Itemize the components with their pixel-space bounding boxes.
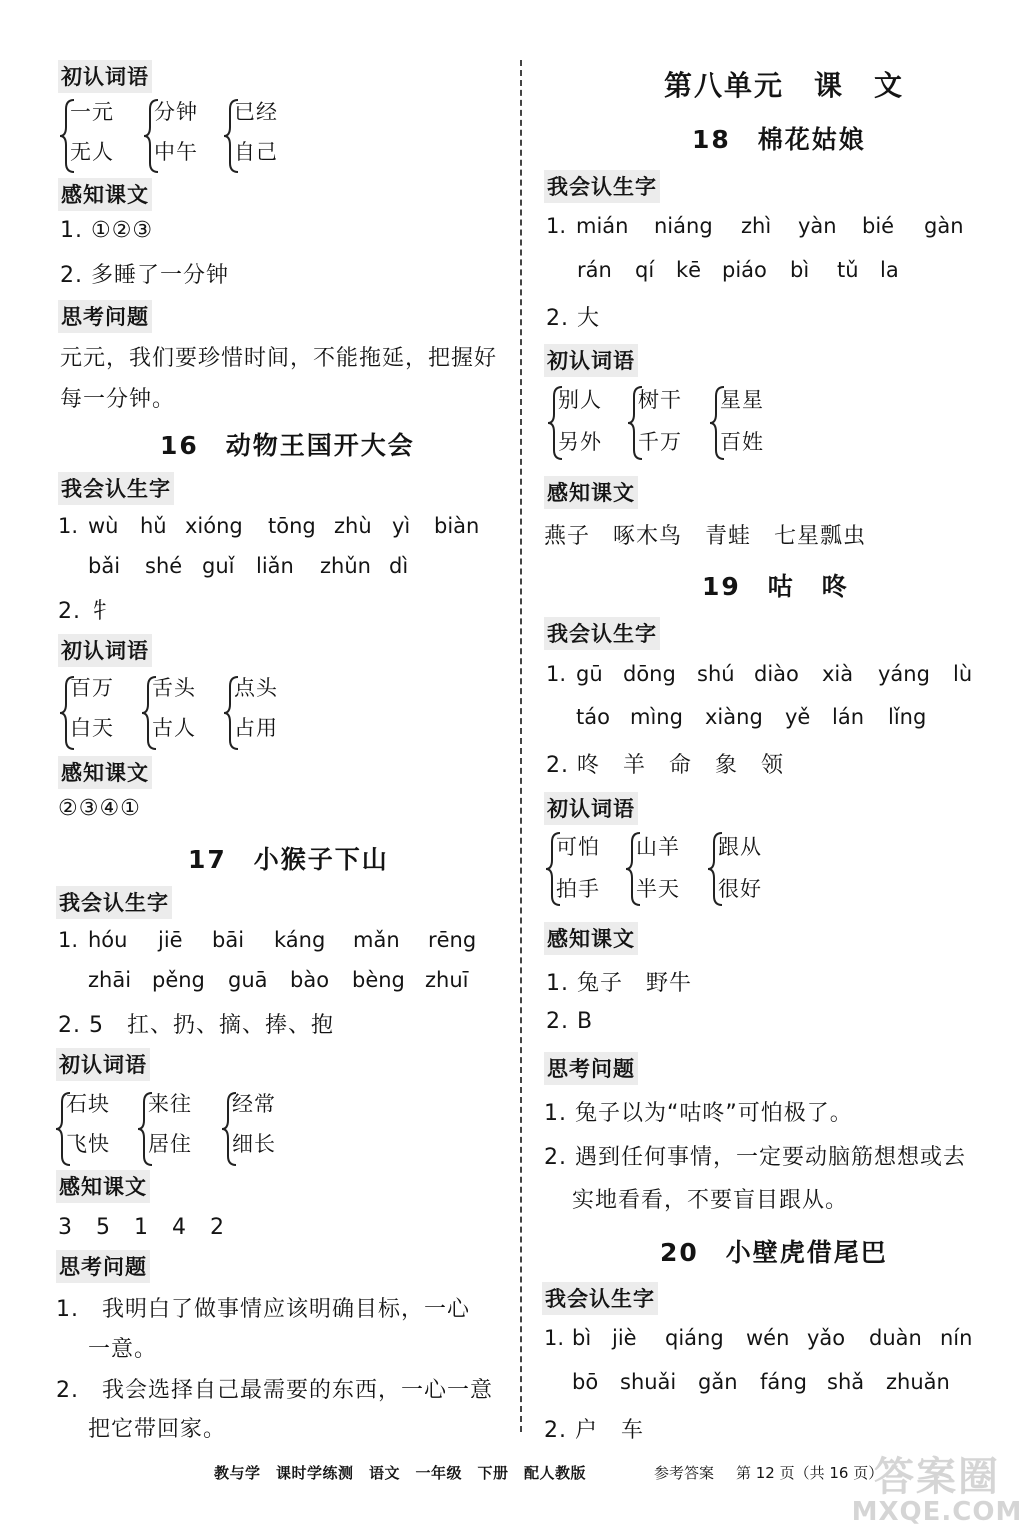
pinyin: táo (576, 705, 610, 729)
section-heading: 感知课文 (544, 476, 638, 509)
word: 舌头 (152, 676, 196, 700)
page-number: 第 12 页（共 16 页） (736, 1464, 884, 1482)
pinyin: bèng (352, 968, 405, 992)
section-heading: 感知课文 (56, 1170, 150, 1203)
pinyin: jiè (612, 1326, 637, 1350)
pinyin: shé (145, 554, 183, 578)
answer-line: 2. 咚 羊 命 象 领 (546, 753, 784, 778)
pinyin: rán (577, 258, 612, 282)
answer-line: 2. 户 车 (544, 1418, 644, 1443)
answer-line: 2. B (546, 1009, 594, 1034)
lesson-title: 19 咕 咚 (702, 572, 849, 601)
word: 跟从 (718, 835, 762, 859)
answer-line: ②③④① (58, 796, 141, 821)
word: 半天 (636, 877, 680, 901)
item-number: 1. (58, 928, 79, 952)
answer-line: 1. 我明白了做事情应该明确目标，一心 (56, 1297, 470, 1322)
pinyin: nín (940, 1326, 973, 1350)
word: 百姓 (720, 430, 764, 454)
pinyin: yě (785, 705, 811, 729)
pinyin: lǐng (888, 705, 927, 729)
pinyin: tōng (268, 514, 316, 538)
word: 占用 (234, 716, 278, 740)
word: 点头 (234, 676, 278, 700)
word: 山羊 (636, 835, 680, 859)
pinyin: xiàng (705, 705, 763, 729)
section-heading: 初认词语 (56, 1048, 150, 1081)
word: 分钟 (154, 100, 198, 124)
pinyin: bì (790, 258, 810, 282)
section-heading: 初认词语 (58, 634, 152, 667)
pinyin: mián (576, 214, 629, 238)
lesson-title: 17 小猴子下山 (188, 845, 389, 874)
watermark-domain: MXQE.COM (851, 1497, 1023, 1527)
answer-line: 燕子 啄木鸟 青蛙 七星瓢虫 (544, 524, 867, 549)
answer-line: 实地看看，不要盲目跟从。 (572, 1188, 849, 1213)
answer-line: 2. 5 扛、扔、摘、捧、抱 (58, 1013, 334, 1038)
answer-line: 2. 我会选择自己最需要的东西，一心一意 (56, 1378, 493, 1403)
word: 经常 (232, 1092, 276, 1116)
pinyin: diào (754, 662, 799, 686)
pinyin: yàn (798, 214, 837, 238)
word: 另外 (558, 430, 602, 454)
pinyin: biàn (434, 514, 480, 538)
pinyin: hóu (88, 928, 128, 952)
pinyin: wù (88, 514, 119, 538)
word: 别人 (558, 388, 602, 412)
pinyin: xià (822, 662, 854, 686)
pinyin: dì (389, 554, 409, 578)
pinyin: bào (290, 968, 330, 992)
answer-line: 3 5 1 4 2 (58, 1215, 225, 1240)
pinyin: qí (635, 258, 655, 282)
section-heading: 感知课文 (58, 756, 152, 789)
pinyin: dōng (623, 662, 676, 686)
pinyin: xióng (185, 514, 243, 538)
section-heading: 初认词语 (544, 792, 638, 825)
answer-line: 2. 遇到任何事情，一定要动脑筋想想或去 (544, 1145, 966, 1170)
pinyin: lù (953, 662, 973, 686)
pinyin: lán (832, 705, 865, 729)
pinyin: gǎn (698, 1370, 738, 1394)
section-heading: 我会认生字 (56, 886, 172, 919)
section-heading: 初认词语 (544, 344, 638, 377)
section-heading: 感知课文 (58, 178, 152, 211)
word: 已经 (234, 100, 278, 124)
pinyin: rēng (428, 928, 477, 952)
word: 白天 (70, 716, 114, 740)
answer-line: 1. ①②③ (60, 218, 154, 243)
pinyin: zhì (741, 214, 772, 238)
lesson-title: 20 小壁虎借尾巴 (660, 1238, 888, 1267)
pinyin: kē (676, 258, 702, 282)
word: 自己 (234, 140, 278, 164)
item-number: 1. (544, 1326, 565, 1350)
section-heading: 感知课文 (544, 922, 638, 955)
answer-line: 1. 兔子以为“咕咚”可怕极了。 (544, 1101, 853, 1126)
pinyin: zhuǎn (886, 1370, 950, 1394)
answer-line: 2. 牜 (58, 599, 112, 624)
pinyin: shuǎi (620, 1370, 677, 1394)
pinyin: zhāi (88, 968, 132, 992)
pinyin: piáo (722, 258, 767, 282)
pinyin: mìng (630, 705, 683, 729)
pinyin: wén (746, 1326, 790, 1350)
column-divider (520, 60, 522, 1432)
pinyin: yáng (878, 662, 930, 686)
pinyin: mǎn (353, 928, 400, 952)
item-number: 1. (546, 662, 567, 686)
pinyin: qiáng (665, 1326, 724, 1350)
pinyin: shǎ (827, 1370, 865, 1394)
section-heading: 初认词语 (58, 60, 152, 93)
answer-line: 2. 大 (546, 306, 600, 331)
pinyin: niáng (654, 214, 713, 238)
pinyin: bié (862, 214, 895, 238)
pinyin: tǔ (837, 258, 859, 282)
pinyin: zhù (334, 514, 372, 538)
answer-line: 一意。 (88, 1337, 158, 1362)
pinyin: zhuī (425, 968, 469, 992)
pinyin: la (880, 258, 899, 282)
word: 树干 (638, 388, 682, 412)
answer-line: 元元，我们要珍惜时间，不能拖延，把握好 (60, 346, 498, 371)
answer-line: 把它带回家。 (88, 1417, 227, 1442)
section-heading: 思考问题 (544, 1052, 638, 1085)
pinyin: bǎi (88, 554, 121, 578)
word: 可怕 (556, 835, 600, 859)
pinyin: bì (572, 1326, 592, 1350)
section-heading: 我会认生字 (58, 472, 174, 505)
pinyin: shú (697, 662, 735, 686)
section-heading: 我会认生字 (544, 617, 660, 650)
word: 千万 (638, 430, 682, 454)
section-heading: 思考问题 (56, 1250, 150, 1283)
book-info: 教与学 课时学练测 语文 一年级 下册 配人教版 (214, 1464, 587, 1482)
pinyin: guā (228, 968, 268, 992)
lesson-title: 18 棉花姑娘 (692, 125, 866, 154)
pinyin: jiē (158, 928, 183, 952)
pinyin: hǔ (140, 514, 167, 538)
pinyin: yì (392, 514, 411, 538)
pinyin: fáng (760, 1370, 807, 1394)
unit-title: 第八单元 课 文 (664, 69, 905, 102)
word: 百万 (70, 676, 114, 700)
answer-line: 2. 多睡了一分钟 (60, 263, 229, 288)
word: 飞快 (66, 1132, 110, 1156)
section-heading: 我会认生字 (544, 170, 660, 203)
pinyin: yǎo (807, 1326, 846, 1350)
section-heading: 思考问题 (58, 300, 152, 333)
word: 来往 (148, 1092, 192, 1116)
word: 居住 (148, 1132, 192, 1156)
word: 一元 (70, 100, 114, 124)
word: 细长 (232, 1132, 276, 1156)
pinyin: liǎn (256, 554, 294, 578)
item-number: 1. (546, 214, 567, 238)
pinyin: káng (274, 928, 326, 952)
lesson-title: 16 动物王国开大会 (160, 431, 415, 460)
answers-label: 参考答案 (654, 1464, 715, 1482)
word: 拍手 (556, 877, 600, 901)
pinyin: zhǔn (320, 554, 371, 578)
word: 星星 (720, 388, 764, 412)
pinyin: guǐ (202, 554, 235, 578)
section-heading: 我会认生字 (542, 1282, 658, 1315)
word: 无人 (70, 140, 114, 164)
word: 很好 (718, 877, 762, 901)
answer-line: 每一分钟。 (60, 387, 176, 412)
pinyin: gū (576, 662, 603, 686)
pinyin: bō (572, 1370, 599, 1394)
word: 古人 (152, 716, 196, 740)
word: 中午 (154, 140, 198, 164)
watermark-text: 答案圈 (874, 1454, 1000, 1500)
answer-line: 1. 兔子 野牛 (546, 971, 692, 996)
pinyin: pěng (152, 968, 205, 992)
item-number: 1. (58, 514, 79, 538)
pinyin: gàn (924, 214, 964, 238)
pinyin: bāi (212, 928, 245, 952)
pinyin: duàn (869, 1326, 922, 1350)
word: 石块 (66, 1092, 110, 1116)
watermark-logo (847, 1445, 1027, 1535)
